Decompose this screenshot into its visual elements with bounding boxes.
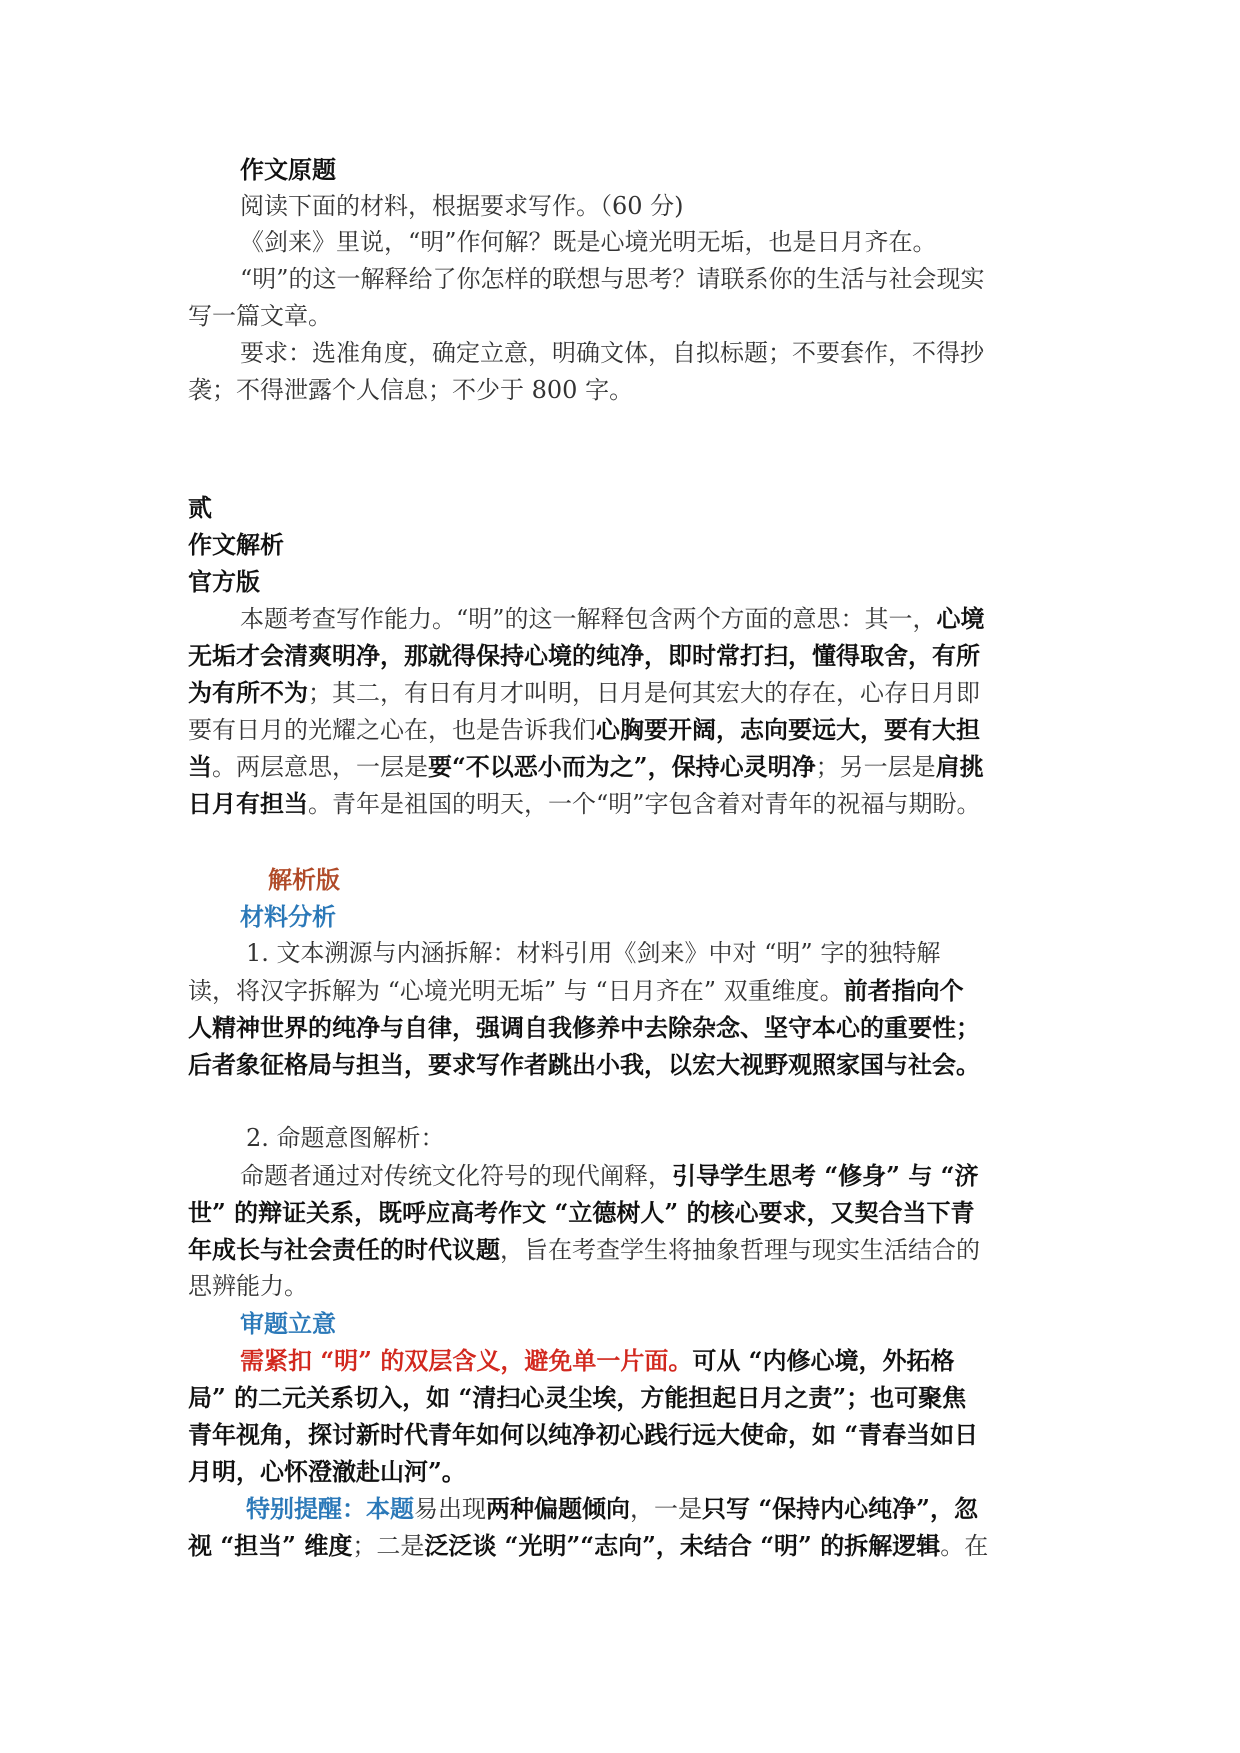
blue-bold-span: 特别提醒： [246, 1494, 366, 1523]
bold-span: 年成长与社会责任的时代议题 [188, 1235, 500, 1264]
section-title: 作文解析 [188, 530, 284, 559]
text-span: ，一是 [630, 1495, 702, 1523]
official-paragraph-line [188, 711, 1068, 748]
theme-line [240, 1342, 1120, 1379]
bold-span: 泛泛谈 “光明”“志向”，未结合 “明” 的拆解逻辑 [424, 1531, 941, 1560]
bold-span: 视 “担当” 维度 [188, 1531, 353, 1560]
theme-line: 青年视角，探讨新时代青年如何以纯净初心践行远大使命，如 “青春当如日 [188, 1420, 979, 1449]
official-paragraph-line [240, 600, 1120, 637]
reminder-line [246, 1490, 1126, 1527]
intent-line [240, 1157, 1120, 1194]
bold-span: 前者指向个 [843, 976, 964, 1005]
analysis-line: 后者象征格局与担当，要求写作者跳出小我，以宏大视野观照家国与社会。 [188, 1050, 980, 1079]
analysis-line: 人精神世界的纯净与自律，强调自我修养中去除杂念、坚守本心的重要性； [188, 1013, 980, 1042]
prompt-line: 袭；不得泄露个人信息；不少于 800 字。 [188, 376, 634, 404]
bold-span: 可从 “内修心境，外拓格 [692, 1346, 955, 1375]
text-span: 。两层意思，一层是 [212, 753, 428, 781]
prompt-line: 《剑来》里说，“明”作何解？既是心境光明无垢，也是日月齐在。 [240, 228, 937, 256]
red-bold-span: 需紧扣 “明” 的双层含义，避免单一片面。 [240, 1346, 693, 1375]
material-analysis-heading: 材料分析 [240, 902, 336, 931]
text-span: 本题考查写作能力。“明”的这一解释包含两个方面的意思：其一， [240, 605, 937, 633]
prompt-line: 写一篇文章。 [188, 302, 332, 330]
bold-span: 肩挑 [935, 752, 984, 781]
text-span: ；另一层是 [815, 753, 936, 781]
original-prompt-heading: 作文原题 [240, 155, 336, 184]
text-span: ；二是 [352, 1532, 425, 1560]
section-number: 贰 [188, 493, 212, 522]
bold-span: 心境 [936, 604, 985, 633]
official-paragraph-line [188, 674, 1068, 711]
intent-line: 2. 命题意图解析： [246, 1124, 445, 1152]
theme-heading: 审题立意 [240, 1309, 336, 1338]
text-span: ，旨在考查学生将抽象哲理与现实生活结合的 [500, 1236, 980, 1264]
reminder-line [188, 1527, 1068, 1564]
text-span: 要有日月的光耀之心在，也是告诉我们 [188, 716, 596, 744]
intent-line [188, 1231, 1068, 1268]
official-paragraph-line [188, 748, 1068, 785]
text-span: 读，将汉字拆解为 “心境光明无垢” 与 “日月齐在” 双重维度。 [188, 977, 844, 1005]
bold-span: 两种偏题倾向 [486, 1494, 630, 1523]
bold-span: 只写 “保持内心纯净”，忽 [702, 1494, 978, 1523]
theme-line: 月明，心怀澄澈赴山河”。 [188, 1457, 466, 1486]
bold-span: 要“不以恶小而为之”，保持心灵明净 [428, 752, 816, 781]
bold-span: 日月有担当 [188, 789, 308, 818]
bold-span: 心胸要开阔，志向要远大，要有大担 [596, 715, 980, 744]
prompt-line: 要求：选准角度，确定立意，明确文体，自拟标题；不要套作，不得抄 [240, 339, 984, 367]
prompt-line: 阅读下面的材料，根据要求写作。（60 分) [240, 192, 684, 220]
theme-line: 局” 的二元关系切入，如 “清扫心灵尘埃，方能担起日月之责”；也可聚焦 [188, 1383, 967, 1412]
bold-span: 为有所不为 [188, 678, 308, 707]
official-heading: 官方版 [188, 567, 260, 596]
intent-line: 思辨能力。 [188, 1272, 308, 1300]
bold-span: 当 [188, 752, 212, 781]
text-span: 。在 [940, 1532, 989, 1560]
analysis-line: 1. 文本溯源与内涵拆解：材料引用《剑来》中对 “明” 字的独特解 [246, 939, 941, 967]
text-span: 命题者通过对传统文化符号的现代阐释， [240, 1162, 672, 1190]
bold-span: 引导学生思考 “修身” 与 “济 [672, 1161, 979, 1190]
text-span: ；其二，有日有月才叫明，日月是何其宏大的存在，心存日月即 [308, 679, 980, 707]
text-span: 易出现 [414, 1495, 486, 1523]
blue-bold-span: 本题 [366, 1494, 414, 1523]
intent-line: 世” 的辩证关系，既呼应高考作文 “立德树人” 的核心要求，又契合当下青 [188, 1198, 975, 1227]
text-span: 。青年是祖国的明天，一个“明”字包含着对青年的祝福与期盼。 [308, 790, 981, 818]
official-paragraph-line: 无垢才会清爽明净，那就得保持心境的纯净，即时常打扫，懂得取舍，有所 [188, 641, 980, 670]
analysis-version-heading: 解析版 [268, 865, 340, 894]
analysis-line [188, 972, 1068, 1009]
official-paragraph-line [188, 785, 1068, 822]
prompt-line: “明”的这一解释给了你怎样的联想与思考？请联系你的生活与社会现实 [240, 265, 985, 293]
